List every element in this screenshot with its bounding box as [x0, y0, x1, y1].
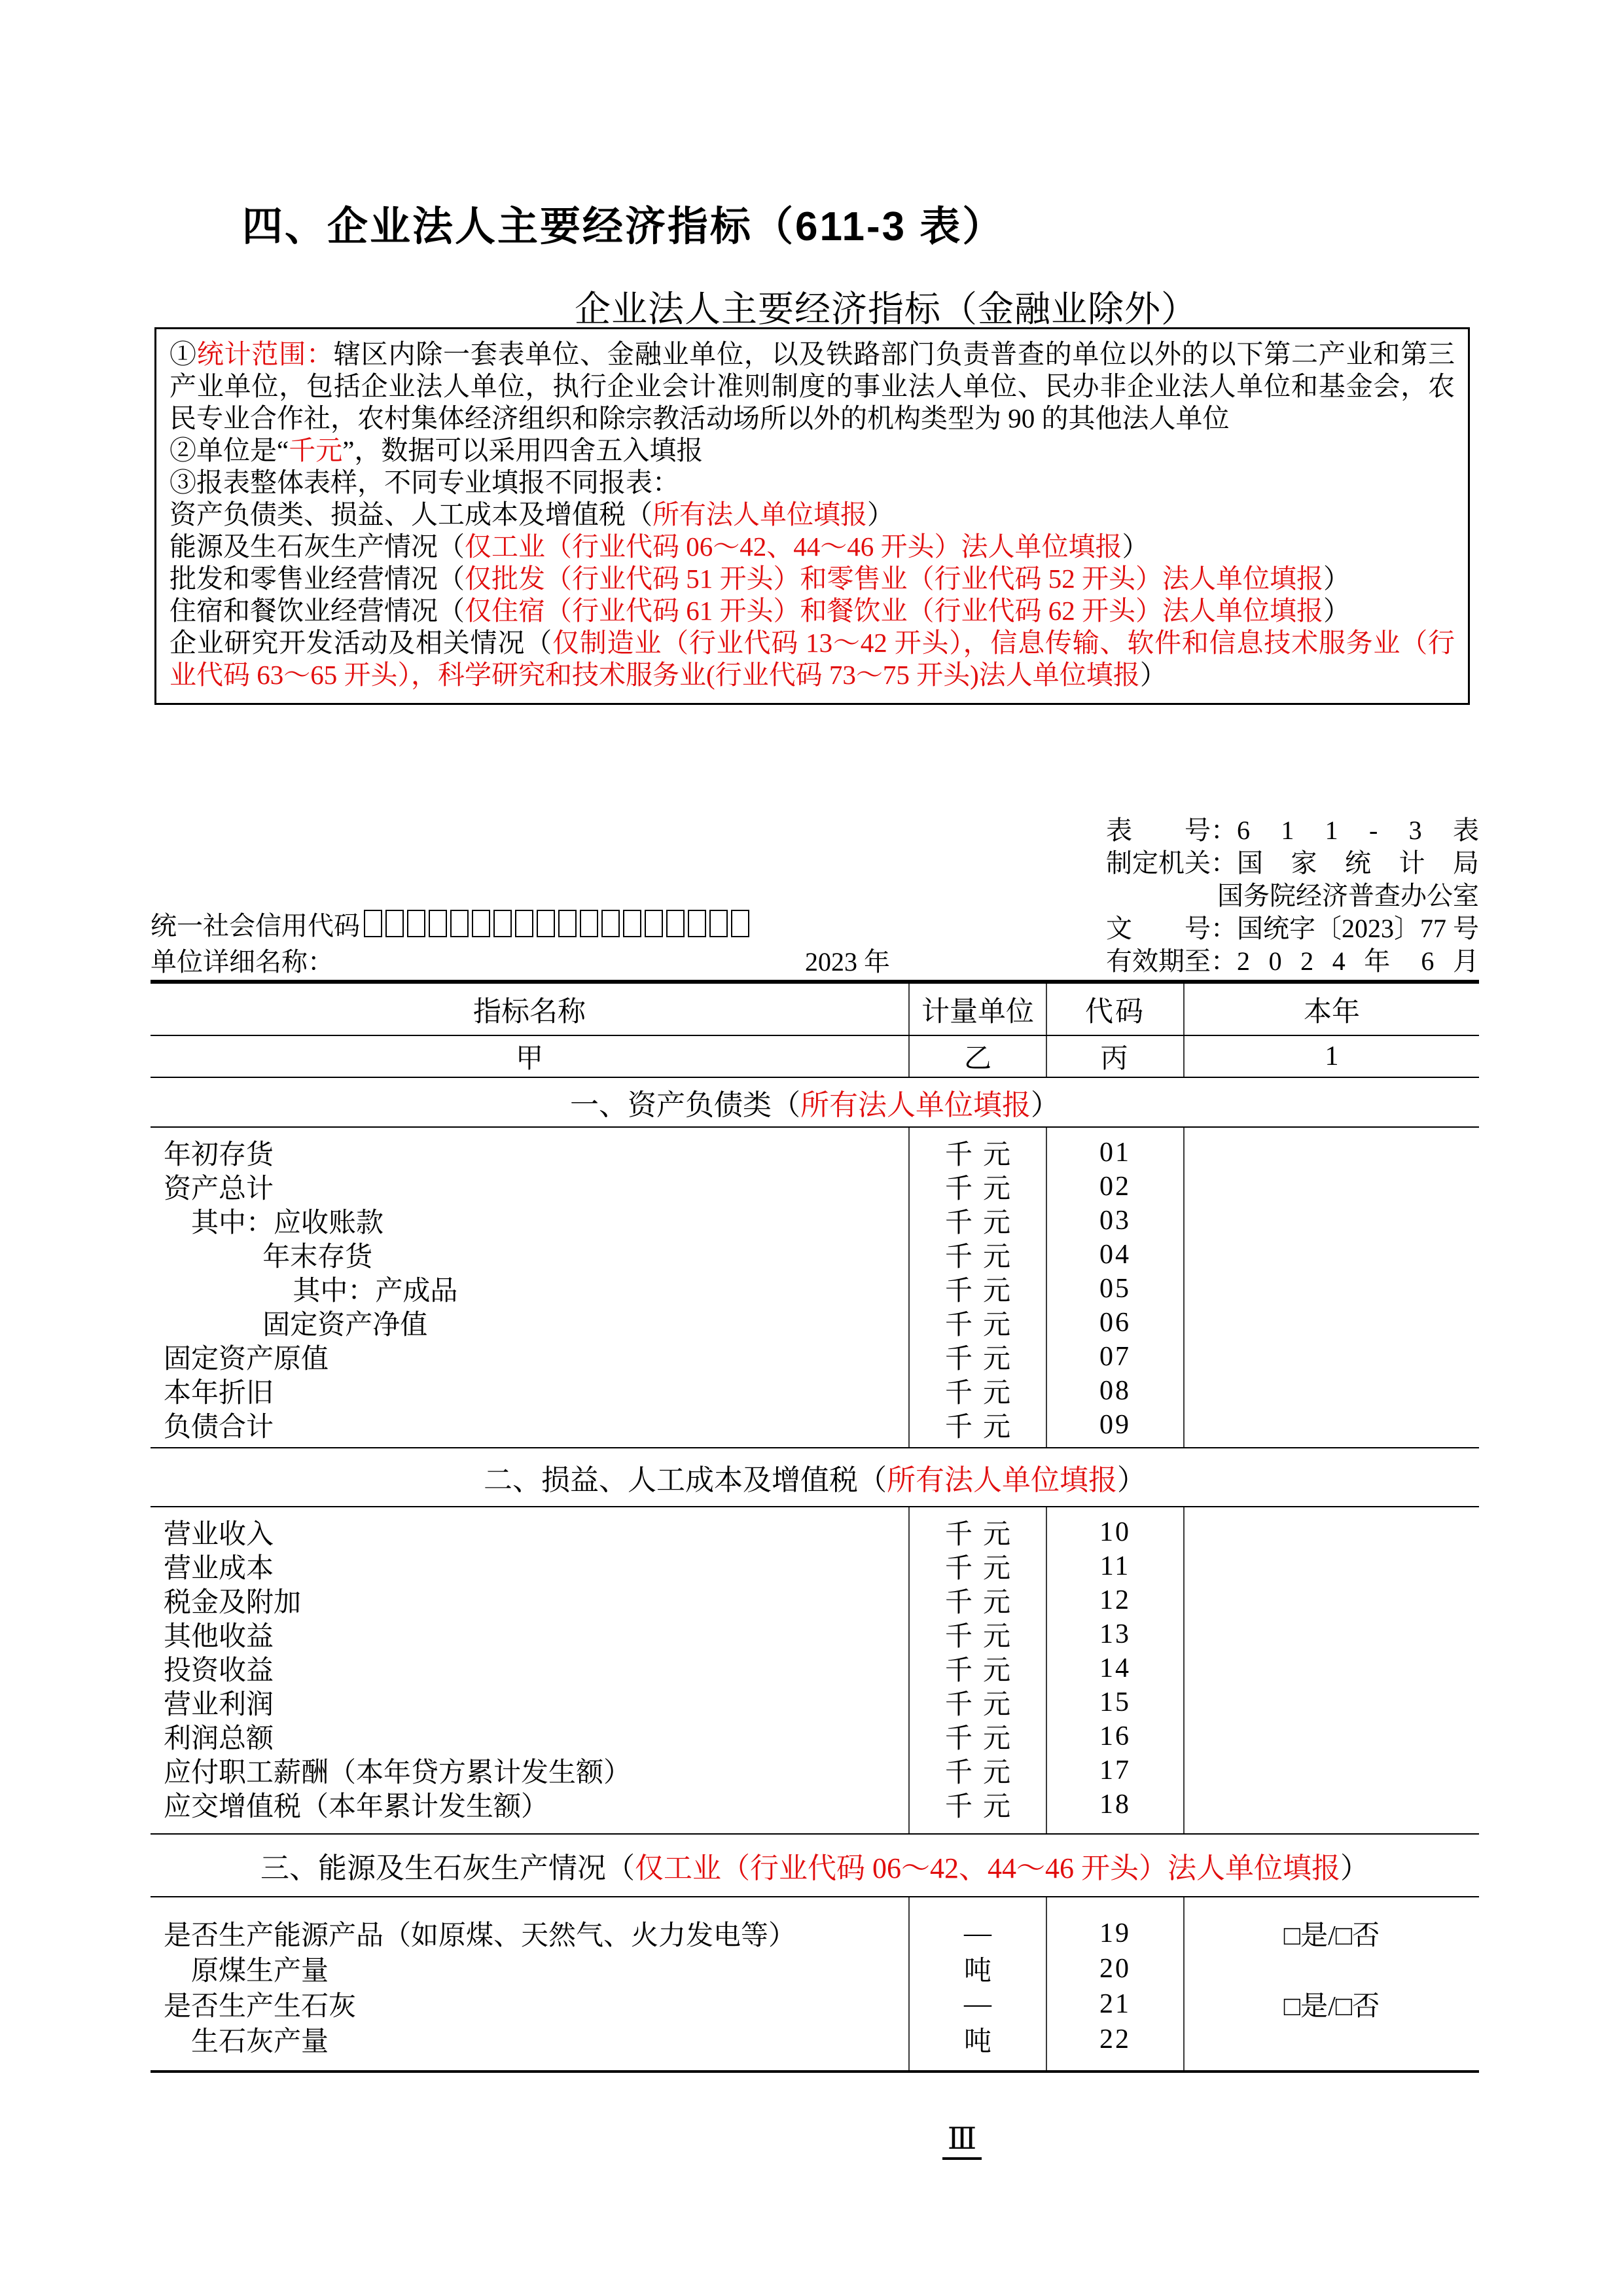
code-cell: 04 — [1046, 1238, 1183, 1272]
table-row — [151, 1787, 1479, 1821]
current-year-value-cell — [1183, 1719, 1479, 1753]
credit-code-box — [709, 910, 728, 937]
note-line — [169, 595, 1455, 627]
indicator-name: 税金及附加 — [164, 1588, 302, 1618]
table-body — [151, 1078, 1479, 2070]
meta-value: 2 0 2 4 年 6 月 — [1237, 946, 1479, 976]
unit-cell: 千元 — [908, 1685, 1046, 1719]
code-cell: 20 — [1046, 1951, 1183, 1986]
key-cell-bing: 丙 — [1046, 1036, 1183, 1077]
table-row — [151, 1204, 1479, 1238]
indicator-name: 利润总额 — [164, 1724, 274, 1754]
table-key-row — [151, 1036, 1479, 1078]
note-text: ① — [169, 339, 197, 369]
indicator-name: 年末存货 — [262, 1242, 373, 1272]
note-text: 资产负债类、损益、人工成本及增值税（ — [169, 499, 652, 529]
unit-cell: 千元 — [908, 1374, 1046, 1408]
unit-cell: 千元 — [908, 1238, 1046, 1272]
meta-label: 文 号： — [1106, 913, 1237, 943]
spacer-row — [151, 1821, 1479, 1833]
current-year-value-cell — [1183, 1685, 1479, 1719]
current-year-value-cell — [1183, 2022, 1479, 2057]
page-number: Ⅲ — [942, 2121, 982, 2160]
code-cell: 07 — [1046, 1340, 1183, 1374]
spacer-row — [151, 1507, 1479, 1515]
table-row — [151, 1549, 1479, 1583]
indicator-name: 是否生产能源产品（如原煤、天然气、火力发电等） — [164, 1921, 796, 1951]
unit-cell: 千元 — [908, 1340, 1046, 1374]
credit-code-box — [407, 910, 425, 937]
table-row — [151, 1408, 1479, 1442]
code-cell: 09 — [1046, 1408, 1183, 1442]
note-line — [169, 467, 1455, 499]
section-header — [151, 1448, 1479, 1507]
note-text: ） — [1122, 531, 1149, 562]
table-row — [151, 1374, 1479, 1408]
code-cell: 22 — [1046, 2022, 1183, 2057]
unit-name-label: 单位详细名称： — [151, 946, 334, 977]
unit-cell: 千元 — [908, 1136, 1046, 1170]
credit-code-box — [493, 910, 512, 937]
yes-no-checkboxes: □是/□否 — [1183, 1986, 1479, 2022]
spacer-row — [151, 2057, 1479, 2070]
indicator-name: 负债合计 — [164, 1412, 274, 1443]
note-red-text: 千元 — [289, 435, 343, 465]
credit-code-box — [515, 910, 533, 937]
note-red-text: 仅住宿（行业代码 61 开头）和餐饮业（行业代码 62 开头）法人单位填报 — [465, 596, 1323, 626]
current-year-value-cell — [1183, 1340, 1479, 1374]
code-cell: 18 — [1046, 1787, 1183, 1821]
form-meta-left — [151, 905, 923, 977]
indicator-name: 固定资产原值 — [164, 1344, 329, 1374]
unit-cell: 千元 — [908, 1787, 1046, 1821]
spacer-row — [151, 1128, 1479, 1136]
meta-line — [1106, 910, 1479, 942]
current-year-value-cell — [1183, 1272, 1479, 1306]
key-cell-yi: 乙 — [908, 1036, 1046, 1077]
unit-cell: 千元 — [908, 1272, 1046, 1306]
table-row — [151, 1719, 1479, 1753]
note-line — [169, 338, 1455, 435]
unit-cell: 千元 — [908, 1306, 1046, 1340]
indicator-name: 其中：应收账款 — [191, 1208, 384, 1238]
table-row — [151, 1951, 1479, 1986]
note-text: ”，数据可以采用四舍五入填报 — [342, 435, 704, 465]
indicator-name: 资产总计 — [164, 1174, 274, 1204]
meta-value: 国务院经济普查办公室 — [1217, 880, 1479, 910]
table-row — [151, 1617, 1479, 1651]
section-title-text: ） — [1117, 1464, 1146, 1496]
section-header — [151, 1078, 1479, 1128]
credit-code-box — [623, 910, 641, 937]
page-content — [151, 0, 1479, 2296]
current-year-value-cell — [1183, 1951, 1479, 1986]
unit-cell: 千元 — [908, 1617, 1046, 1651]
credit-code-box — [666, 910, 685, 937]
current-year-value-cell — [1183, 1787, 1479, 1821]
col-header-indicator-name: 指标名称 — [473, 996, 586, 1028]
credit-code-box — [364, 910, 382, 937]
unit-cell: 千元 — [908, 1583, 1046, 1617]
indicator-name: 营业收入 — [164, 1520, 274, 1550]
indicator-name: 本年折旧 — [164, 1378, 274, 1408]
unit-cell: 吨 — [908, 1951, 1046, 1986]
credit-code-box — [601, 910, 620, 937]
code-cell: 02 — [1046, 1170, 1183, 1204]
code-cell: 11 — [1046, 1549, 1183, 1583]
meta-line — [1106, 844, 1479, 877]
credit-code-box — [558, 910, 577, 937]
table-row — [151, 1685, 1479, 1719]
section-header — [151, 1835, 1479, 1897]
meta-label: 有效期至： — [1106, 946, 1237, 976]
key-cell-jia: 甲 — [515, 1044, 543, 1074]
meta-label: 表 号： — [1106, 815, 1237, 845]
note-red-text: 所有法人单位填报 — [652, 499, 867, 529]
note-red-text: 仅制造业（行业代码 13～42 开头），信息传输、软件和信息技术服务业（行业代码 63～65 开头），科学研究和技术服务业(行业代码 73～75 开头)法人单位填报 — [169, 628, 1455, 690]
unit-cell: 千元 — [908, 1515, 1046, 1549]
note-text: ②单位是“ — [169, 435, 289, 465]
unit-cell: 千元 — [908, 1204, 1046, 1238]
note-text: 批发和零售业经营情况（ — [169, 564, 465, 594]
note-line — [169, 531, 1455, 563]
current-year-value-cell — [1183, 1306, 1479, 1340]
section-rows — [151, 1507, 1479, 1835]
col-header-unit: 计量单位 — [908, 984, 1046, 1035]
col-header-code: 代码 — [1046, 984, 1183, 1035]
meta-value: 国统字〔2023〕77 号 — [1237, 913, 1479, 943]
note-text: ） — [1323, 596, 1350, 626]
note-text: 企业研究开发活动及相关情况（ — [169, 628, 553, 658]
report-year: 2023 年 — [805, 946, 890, 977]
section-title-text: 三、能源及生石灰生产情况（ — [260, 1852, 635, 1884]
table-row — [151, 1583, 1479, 1617]
note-red-text: 仅工业（行业代码 06～42、44～46 开头）法人单位填报 — [465, 531, 1122, 562]
code-cell: 03 — [1046, 1204, 1183, 1238]
unit-cell: 千元 — [908, 1651, 1046, 1685]
unit-name-line — [151, 942, 923, 977]
credit-code-label: 统一社会信用代码 — [151, 910, 360, 941]
section-title-red-text: 所有法人单位填报 — [800, 1089, 1031, 1121]
unit-cell: 千元 — [908, 1170, 1046, 1204]
current-year-value-cell — [1183, 1549, 1479, 1583]
meta-label: 制定机关： — [1106, 848, 1237, 878]
unit-cell: 吨 — [908, 2022, 1046, 2057]
current-year-value-cell — [1183, 1583, 1479, 1617]
section-title-red-text: 仅工业（行业代码 06～42、44～46 开头）法人单位填报 — [635, 1852, 1340, 1884]
code-cell: 01 — [1046, 1136, 1183, 1170]
note-red-text: 统计范围： — [196, 339, 334, 369]
code-cell: 10 — [1046, 1515, 1183, 1549]
section-rows — [151, 1897, 1479, 2070]
credit-code-boxes — [364, 910, 749, 937]
table-row — [151, 1986, 1479, 2022]
note-text: ③报表整体表样，不同专业填报不同报表： — [169, 467, 679, 497]
credit-code-box — [450, 910, 469, 937]
form-meta-right — [1106, 812, 1479, 975]
table-row — [151, 1753, 1479, 1787]
table-row — [151, 1651, 1479, 1685]
unit-cell: 千元 — [908, 1549, 1046, 1583]
table-row — [151, 1272, 1479, 1306]
key-cell-1: 1 — [1183, 1036, 1479, 1077]
table-row — [151, 1340, 1479, 1374]
code-cell: 12 — [1046, 1583, 1183, 1617]
current-year-value-cell — [1183, 1408, 1479, 1442]
note-text: ） — [1139, 660, 1167, 690]
table-row — [151, 1238, 1479, 1272]
table-row — [151, 1306, 1479, 1340]
unit-cell: — — [908, 1916, 1046, 1951]
spacer-row — [151, 1897, 1479, 1916]
yes-no-checkboxes: □是/□否 — [1183, 1916, 1479, 1951]
credit-code-box — [688, 910, 706, 937]
unit-cell: 千元 — [908, 1719, 1046, 1753]
indicator-name: 营业利润 — [164, 1690, 274, 1720]
meta-value: 6 1 1 - 3 表 — [1237, 815, 1479, 845]
code-cell: 15 — [1046, 1685, 1183, 1719]
indicators-table — [151, 980, 1479, 2073]
meta-line — [1106, 812, 1479, 844]
credit-code-box — [385, 910, 404, 937]
note-text: ） — [867, 499, 894, 529]
credit-code-box — [645, 910, 663, 937]
indicator-name: 营业成本 — [164, 1554, 274, 1584]
code-cell: 13 — [1046, 1617, 1183, 1651]
section-title-text: 二、损益、人工成本及增值税（ — [484, 1464, 887, 1496]
meta-line — [1106, 942, 1479, 975]
current-year-value-cell — [1183, 1753, 1479, 1787]
note-text: ） — [1323, 564, 1350, 594]
current-year-value-cell — [1183, 1136, 1479, 1170]
note-text: 辖区内除一套表单位、金融业单位，以及铁路部门负责普查的单位以外的以下第二产业和第三产业单位，包括企业法人单位，执行企业会计准则制度的事业法人单位、民办非企业法人单位和基金会，农民专业合作社，农村集体经济组织和除宗教活动场所以外的机构类型为 90 的其他法人单位 — [169, 339, 1455, 433]
credit-code-box — [580, 910, 598, 937]
form-meta — [151, 812, 1479, 980]
unit-cell: 千元 — [908, 1753, 1046, 1787]
indicator-name: 原煤生产量 — [191, 1956, 329, 1986]
indicator-name: 其他收益 — [164, 1622, 274, 1652]
notes-box — [154, 327, 1470, 705]
code-cell: 16 — [1046, 1719, 1183, 1753]
unit-cell: 千元 — [908, 1408, 1046, 1442]
section-title-red-text: 所有法人单位填报 — [887, 1464, 1117, 1496]
indicator-name: 应付职工薪酬（本年贷方累计发生额） — [164, 1758, 632, 1788]
code-cell: 17 — [1046, 1753, 1183, 1787]
section-title-text: ） — [1340, 1852, 1369, 1884]
table-row — [151, 1515, 1479, 1549]
unit-cell: — — [908, 1986, 1046, 2022]
credit-code-box — [429, 910, 447, 937]
indicator-name: 固定资产净值 — [262, 1310, 428, 1340]
current-year-value-cell — [1183, 1651, 1479, 1685]
table-row — [151, 1136, 1479, 1170]
code-cell: 19 — [1046, 1916, 1183, 1951]
note-red-text: 仅批发（行业代码 51 开头）和零售业（行业代码 52 开头）法人单位填报 — [465, 564, 1323, 594]
table-row — [151, 1170, 1479, 1204]
indicator-name: 年初存货 — [164, 1140, 274, 1170]
note-text: 能源及生石灰生产情况（ — [169, 531, 465, 562]
table-row — [151, 1916, 1479, 1951]
spacer-row — [151, 1442, 1479, 1447]
indicator-name: 是否生产生石灰 — [164, 1992, 357, 2022]
current-year-value-cell — [1183, 1170, 1479, 1204]
section-rows — [151, 1128, 1479, 1448]
current-year-value-cell — [1183, 1238, 1479, 1272]
code-cell: 21 — [1046, 1986, 1183, 2022]
table-header-row — [151, 984, 1479, 1036]
code-cell: 08 — [1046, 1374, 1183, 1408]
form-title: 企业法人主要经济指标（金融业除外） — [575, 289, 1198, 329]
current-year-value-cell — [1183, 1617, 1479, 1651]
indicator-name: 应交增值税（本年累计发生额） — [164, 1792, 549, 1822]
credit-code-line — [151, 905, 923, 942]
current-year-value-cell — [1183, 1204, 1479, 1238]
indicator-name: 生石灰产量 — [191, 2027, 329, 2057]
meta-line — [1106, 877, 1479, 910]
credit-code-box — [472, 910, 490, 937]
note-line — [169, 435, 1455, 467]
table-row — [151, 2022, 1479, 2057]
section-title-text: ） — [1031, 1089, 1060, 1121]
credit-code-box — [537, 910, 555, 937]
note-line — [169, 563, 1455, 595]
credit-code-box — [731, 910, 749, 937]
note-line — [169, 499, 1455, 531]
col-header-current-year: 本年 — [1183, 984, 1479, 1035]
meta-value: 国 家 统 计 局 — [1237, 848, 1479, 878]
note-text: 住宿和餐饮业经营情况（ — [169, 596, 465, 626]
indicator-name: 投资收益 — [164, 1656, 274, 1686]
current-year-value-cell — [1183, 1374, 1479, 1408]
note-line — [169, 627, 1455, 691]
code-cell: 05 — [1046, 1272, 1183, 1306]
page-title: 四、企业法人主要经济指标（611-3 表） — [242, 204, 1005, 249]
current-year-value-cell — [1183, 1515, 1479, 1549]
indicator-name: 其中：产成品 — [293, 1276, 458, 1306]
code-cell: 06 — [1046, 1306, 1183, 1340]
section-title-text: 一、资产负债类（ — [570, 1089, 800, 1121]
code-cell: 14 — [1046, 1651, 1183, 1685]
page-footer — [151, 2121, 1623, 2160]
